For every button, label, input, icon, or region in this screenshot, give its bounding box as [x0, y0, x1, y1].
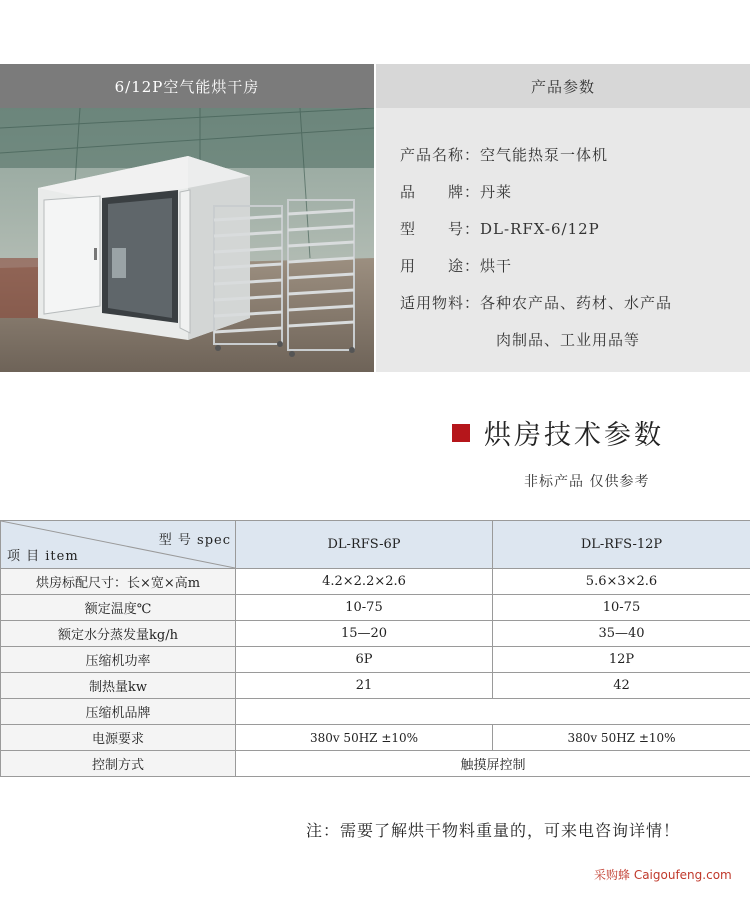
row-value-merged: 触摸屏控制 — [236, 751, 750, 777]
red-square-icon — [452, 424, 470, 442]
row-label: 制热量kw — [1, 673, 236, 699]
drying-room-illustration — [0, 108, 374, 372]
param-label: 型 号： — [400, 220, 481, 238]
table-row — [1, 595, 750, 621]
table-corner-cell — [1, 521, 236, 569]
section-heading — [452, 413, 664, 452]
drying-room-photo — [0, 108, 374, 372]
row-value-6p: 10-75 — [236, 595, 493, 621]
row-label: 电源要求 — [1, 725, 236, 751]
corner-model-label: 型 号 spec — [158, 533, 231, 548]
corner-item-label: 项 目 item — [7, 549, 79, 564]
row-value-12p: 12P — [493, 647, 750, 673]
table-row — [1, 647, 750, 673]
row-value-12p: 42 — [493, 673, 750, 699]
top-banner — [0, 64, 750, 108]
row-value-6p: 380v 50HZ ±10% — [236, 725, 493, 751]
row-label: 压缩机功率 — [1, 647, 236, 673]
param-value: DL-RFX-6/12P — [480, 220, 600, 238]
row-value-6p: 21 — [236, 673, 493, 699]
param-row-name — [400, 144, 608, 165]
row-value-12p: 10-75 — [493, 595, 750, 621]
row-label: 控制方式 — [1, 751, 236, 777]
param-label: 用 途： — [400, 257, 481, 275]
row-label: 烘房标配尺寸：长×宽×高m — [1, 569, 236, 595]
row-value-12p: 380v 50HZ ±10% — [493, 725, 750, 751]
param-row-usage — [400, 255, 512, 276]
row-label: 额定温度℃ — [1, 595, 236, 621]
table-row — [1, 725, 750, 751]
row-value-merged — [236, 699, 750, 725]
param-row-materials-cont — [496, 329, 640, 350]
spec-table — [0, 520, 750, 777]
param-row-materials — [400, 292, 672, 313]
row-value-6p: 15—20 — [236, 621, 493, 647]
table-header-row — [1, 521, 750, 569]
contact-note: 注：需要了解烘干物料重量的，可来电咨询详情！ — [306, 821, 681, 840]
param-row-brand — [400, 181, 512, 202]
table-row — [1, 699, 750, 725]
param-label: 适用物料： — [400, 294, 481, 312]
table-row — [1, 621, 750, 647]
model-header-12p: DL-RFS-12P — [493, 521, 750, 569]
table-row — [1, 673, 750, 699]
param-value: 烘干 — [480, 257, 513, 275]
table-row — [1, 569, 750, 595]
section-title: 烘房技术参数 — [484, 420, 664, 451]
param-value: 各种农产品、药材、水产品 — [480, 294, 673, 312]
table-row — [1, 751, 750, 777]
product-title-banner: 6/12P空气能烘干房 — [0, 64, 374, 108]
param-label: 产品名称： — [400, 146, 481, 164]
param-label: 品 牌： — [400, 183, 481, 201]
model-header-6p: DL-RFS-6P — [236, 521, 493, 569]
product-params-panel — [376, 108, 750, 372]
row-value-12p: 35—40 — [493, 621, 750, 647]
watermark: 采购蜂 Caigoufeng.com — [594, 868, 732, 882]
section-subtitle: 非标产品 仅供参考 — [524, 474, 650, 490]
param-value: 丹莱 — [480, 183, 513, 201]
row-value-12p: 5.6×3×2.6 — [493, 569, 750, 595]
param-value: 肉制品、工业用品等 — [496, 331, 641, 349]
param-row-model — [400, 218, 600, 239]
row-label: 额定水分蒸发量kg/h — [1, 621, 236, 647]
row-label: 压缩机品牌 — [1, 699, 236, 725]
row-value-6p: 4.2×2.2×2.6 — [236, 569, 493, 595]
param-value: 空气能热泵一体机 — [480, 146, 609, 164]
product-params-banner: 产品参数 — [376, 64, 750, 108]
row-value-6p: 6P — [236, 647, 493, 673]
